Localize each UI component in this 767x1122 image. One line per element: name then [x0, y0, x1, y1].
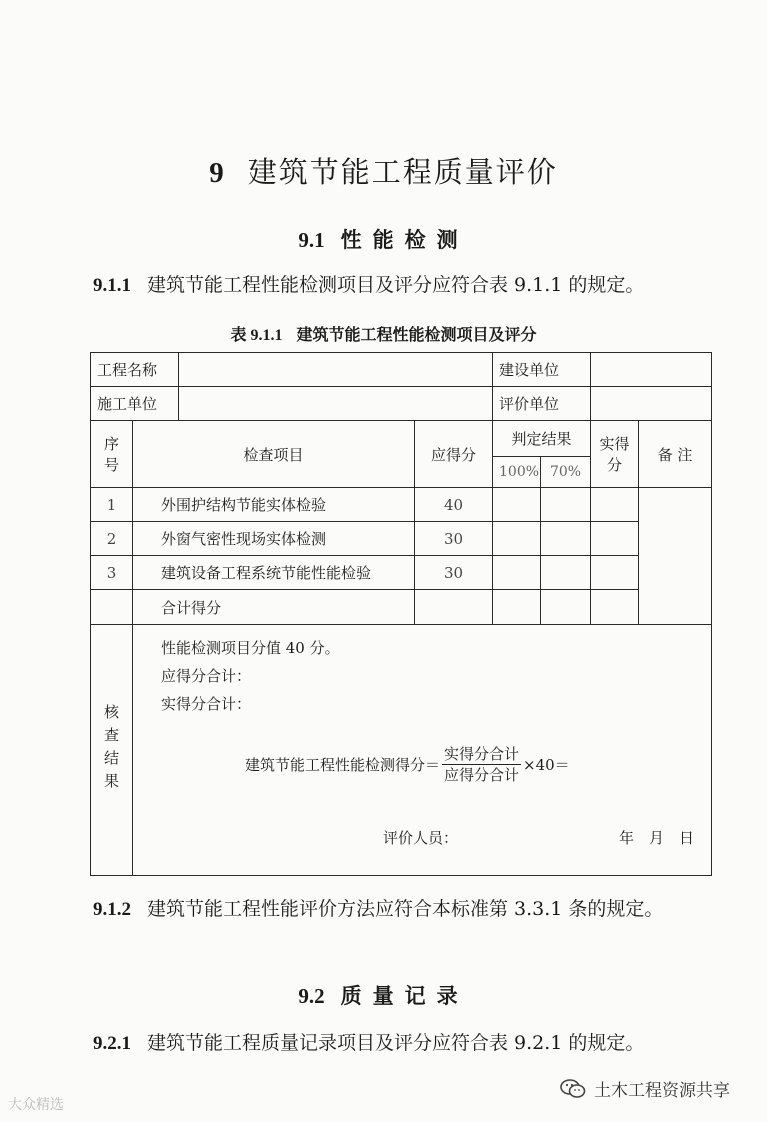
clause-text: 建筑节能工程性能检测项目及评分应符合表 9.1.1 的规定。: [147, 274, 645, 296]
watermark-left: [8, 1094, 64, 1114]
section-number: 9.2: [298, 984, 325, 1008]
chapter-title: [0, 150, 767, 191]
clause-9-1-1: [93, 268, 733, 303]
header-item: 检查项目: [133, 421, 415, 488]
section-title-9-1: [0, 224, 767, 254]
clause-9-1-2: [93, 892, 733, 927]
evaluator-label: 评价人员：: [383, 829, 459, 847]
header-pct-100: 100%: [493, 457, 541, 488]
row-seq: 1: [91, 488, 133, 522]
chapter-number: 9: [209, 157, 226, 189]
construction-unit-label: 建设单位: [493, 353, 591, 387]
table-number: 表 9.1.1: [230, 327, 283, 344]
row-actual-score-cell: [591, 556, 639, 590]
evaluation-table: [90, 352, 712, 876]
table-row: [91, 522, 712, 556]
table-row: [91, 488, 712, 522]
clause-9-2-1: [93, 1026, 733, 1061]
table-title: 建筑节能工程性能检测项目及评分: [296, 325, 537, 344]
date-label: 年 月 日: [619, 829, 695, 847]
clause-number: 9.1.2: [93, 899, 131, 920]
formula-fraction: [442, 745, 521, 784]
check-line-2: 应得分合计：: [161, 667, 252, 685]
project-name-value: [179, 353, 493, 387]
header-pct-70: 70%: [541, 457, 591, 488]
total-actual-cell: [591, 590, 639, 625]
check-label: 核查结果: [102, 704, 120, 796]
total-row: [91, 590, 712, 625]
total-label: 合计得分: [133, 590, 415, 625]
header-actual-score: 实得分: [591, 421, 639, 488]
row-pct-70-cell: [541, 488, 591, 522]
total-due-cell: [415, 590, 493, 625]
clause-number: 9.2.1: [93, 1033, 131, 1054]
evaluation-unit-label: 评价单位: [493, 387, 591, 421]
chapter-title-text: 建筑节能工程质量评价: [247, 155, 558, 189]
total-pct-100-cell: [493, 590, 541, 625]
row-due-score: 30: [415, 556, 493, 590]
row-seq: 3: [91, 556, 133, 590]
section-title-9-2: [0, 980, 767, 1010]
formula-numerator: 实得分合计: [444, 745, 520, 763]
row-pct-100-cell: [493, 522, 541, 556]
clause-text: 建筑节能工程质量记录项目及评分应符合表 9.2.1 的规定。: [147, 1032, 645, 1054]
row-item: 建筑设备工程系统节能性能检验: [133, 556, 415, 590]
check-line-3: 实得分合计：: [161, 695, 252, 713]
section-title-text: 性能检测: [340, 227, 469, 252]
row-actual-score-cell: [591, 488, 639, 522]
row-actual-score-cell: [591, 522, 639, 556]
remarks-cell: [639, 488, 712, 625]
project-name-label: 工程名称: [91, 353, 179, 387]
clause-text: 建筑节能工程性能评价方法应符合本标准第 3.3.1 条的规定。: [147, 898, 664, 920]
row-item: 外围护结构节能实体检验: [133, 488, 415, 522]
check-label-cell: [91, 625, 133, 876]
row-pct-70-cell: [541, 522, 591, 556]
score-formula: [245, 745, 570, 784]
wechat-icon: [560, 1079, 586, 1099]
header-due-score: 应得分: [415, 421, 493, 488]
construction-unit-value: [591, 353, 712, 387]
total-seq-cell: [91, 590, 133, 625]
header-seq: 序号: [91, 421, 133, 488]
formula-rhs: ×40＝: [523, 756, 570, 774]
clause-number: 9.1.1: [93, 275, 131, 296]
row-pct-100-cell: [493, 488, 541, 522]
watermark-left-text: 大众精选: [8, 1097, 64, 1113]
section-number: 9.1: [298, 228, 325, 252]
section-title-text: 质量记录: [340, 983, 469, 1008]
watermark-right: [560, 1076, 730, 1101]
table-caption: [0, 322, 767, 345]
check-line-1: 性能检测项目分值 40 分。: [161, 639, 340, 657]
contractor-value: [179, 387, 493, 421]
evaluation-unit-value: [591, 387, 712, 421]
row-due-score: 30: [415, 522, 493, 556]
contractor-label: 施工单位: [91, 387, 179, 421]
row-item: 外窗气密性现场实体检测: [133, 522, 415, 556]
formula-lhs: 建筑节能工程性能检测得分＝: [245, 756, 441, 774]
header-judgement: 判定结果: [493, 421, 591, 457]
formula-denominator: 应得分合计: [444, 766, 520, 784]
row-pct-70-cell: [541, 556, 591, 590]
header-remarks: 备 注: [639, 421, 712, 488]
row-seq: 2: [91, 522, 133, 556]
row-due-score: 40: [415, 488, 493, 522]
total-pct-70-cell: [541, 590, 591, 625]
watermark-right-text: 土木工程资源共享: [594, 1081, 730, 1101]
row-pct-100-cell: [493, 556, 541, 590]
table-row: [91, 556, 712, 590]
check-content: [133, 625, 712, 876]
